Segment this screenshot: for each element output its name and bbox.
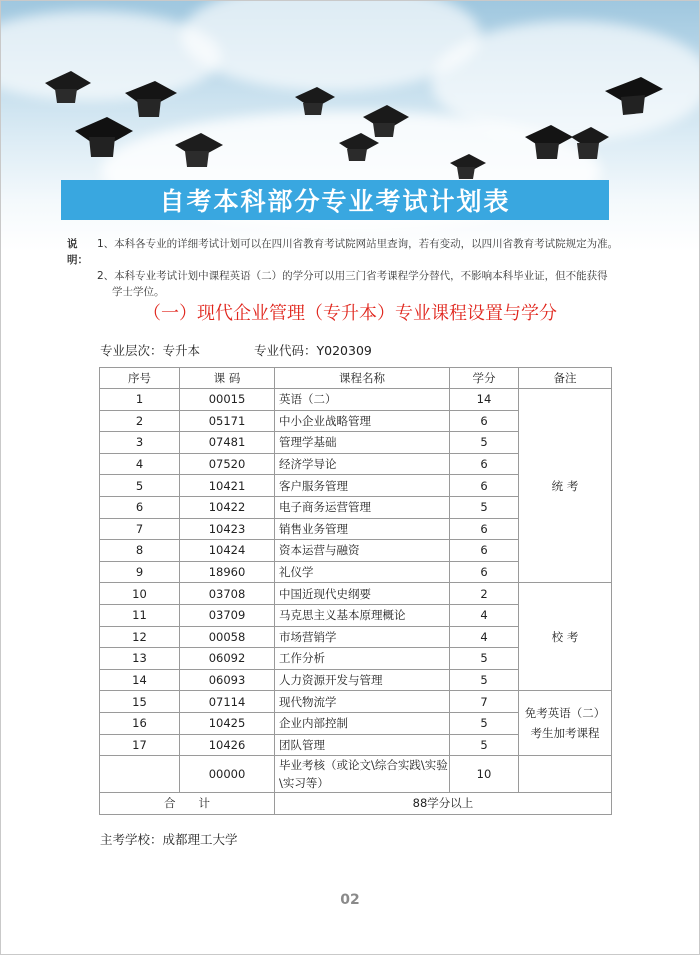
graduation-cap-icon — [41, 69, 93, 109]
row-name: 礼仪学 — [275, 561, 450, 583]
row-code: 07481 — [180, 432, 275, 454]
table-row — [100, 756, 612, 793]
row-no: 15 — [100, 691, 180, 713]
total-label: 合 计 — [100, 793, 275, 815]
row-credit: 5 — [450, 496, 519, 518]
notes-line-2: 2、本科专业考试计划中课程英语（二）的学分可以用三门省考课程学分替代，不影响本科毕业证，但不能获得 — [97, 270, 608, 282]
row-name-line-2: \实习等） — [279, 776, 329, 791]
row-credit: 7 — [450, 691, 519, 713]
notes — [67, 236, 667, 300]
row-name: 管理学基础 — [275, 432, 450, 454]
graduation-cap-icon — [71, 113, 137, 163]
row-name: 资本运营与融资 — [275, 540, 450, 562]
row-credit: 6 — [450, 453, 519, 475]
row-code: 00058 — [180, 626, 275, 648]
graduation-cap-icon — [335, 129, 383, 167]
row-no: 5 — [100, 475, 180, 497]
row-code: 10426 — [180, 734, 275, 756]
title-banner — [61, 180, 609, 220]
header-remark: 备注 — [519, 368, 612, 389]
row-no: 8 — [100, 540, 180, 562]
row-name: 中国近现代史纲要 — [275, 583, 450, 605]
row-name: 马克思主义基本原理概论 — [275, 604, 450, 626]
table-row — [100, 691, 612, 713]
remark-group-3-line-1: 免考英语（二） — [524, 706, 606, 721]
remark-group-2: 校 考 — [519, 583, 612, 691]
row-name: 英语（二） — [275, 389, 450, 411]
row-credit: 5 — [450, 669, 519, 691]
table-row — [100, 389, 612, 411]
row-name: 客户服务管理 — [275, 475, 450, 497]
row-name: 人力资源开发与管理 — [275, 669, 450, 691]
row-name: 团队管理 — [275, 734, 450, 756]
row-code: 00000 — [180, 756, 275, 793]
notes-label: 说明： — [67, 238, 88, 266]
row-name: 中小企业战略管理 — [275, 410, 450, 432]
row-credit: 10 — [450, 756, 519, 793]
notes-line-3: 学士学位。 — [112, 286, 165, 298]
remark-group-1: 统 考 — [519, 389, 612, 583]
row-no — [100, 756, 180, 793]
row-code: 06092 — [180, 648, 275, 670]
row-no: 16 — [100, 712, 180, 734]
row-credit: 6 — [450, 518, 519, 540]
major-code: 专业代码：Y020309 — [254, 343, 372, 358]
row-name: 企业内部控制 — [275, 712, 450, 734]
total-value: 88学分以上 — [275, 793, 612, 815]
total-row — [100, 793, 612, 815]
row-code: 10422 — [180, 496, 275, 518]
row-name-line-1: 毕业考核（或论文\综合实践\实验 — [279, 758, 448, 773]
graduation-cap-icon — [601, 73, 667, 119]
row-credit: 5 — [450, 734, 519, 756]
row-no: 9 — [100, 561, 180, 583]
table-row — [100, 583, 612, 605]
header-code: 课 码 — [180, 368, 275, 389]
row-code: 06093 — [180, 669, 275, 691]
graduation-cap-icon — [447, 151, 489, 183]
row-no: 1 — [100, 389, 180, 411]
row-code: 03708 — [180, 583, 275, 605]
row-no: 7 — [100, 518, 180, 540]
row-no: 10 — [100, 583, 180, 605]
row-name: 电子商务运营管理 — [275, 496, 450, 518]
notes-line-1: 1、本科各专业的详细考试计划可以在四川省教育考试院网站里查询，若有变动，以四川省教育考试院规定为准。 — [97, 238, 619, 250]
row-no: 17 — [100, 734, 180, 756]
graduation-cap-icon — [171, 129, 227, 173]
row-no: 3 — [100, 432, 180, 454]
host-school: 主考学校：成都理工大学 — [100, 832, 238, 847]
course-table — [99, 367, 612, 815]
row-no: 14 — [100, 669, 180, 691]
table-header-row — [100, 368, 612, 389]
row-code: 18960 — [180, 561, 275, 583]
row-credit: 6 — [450, 475, 519, 497]
row-credit: 6 — [450, 561, 519, 583]
row-code: 07114 — [180, 691, 275, 713]
row-credit: 6 — [450, 410, 519, 432]
header-no: 序号 — [100, 368, 180, 389]
row-no: 13 — [100, 648, 180, 670]
row-code: 10421 — [180, 475, 275, 497]
row-code: 10424 — [180, 540, 275, 562]
remark-group-3 — [519, 691, 612, 756]
row-name: 经济学导论 — [275, 453, 450, 475]
row-name — [275, 756, 450, 793]
row-no: 4 — [100, 453, 180, 475]
row-code: 07520 — [180, 453, 275, 475]
graduation-cap-icon — [567, 123, 613, 163]
row-no: 2 — [100, 410, 180, 432]
section-title: （一）现代企业管理（专升本）专业课程设置与学分 — [143, 303, 557, 324]
major-level: 专业层次：专升本 — [100, 343, 201, 358]
graduation-cap-icon — [291, 83, 339, 121]
row-code: 03709 — [180, 604, 275, 626]
row-credit: 6 — [450, 540, 519, 562]
row-name: 市场营销学 — [275, 626, 450, 648]
row-credit: 5 — [450, 432, 519, 454]
page-title: 自考本科部分专业考试计划表 — [159, 187, 511, 216]
row-name: 工作分析 — [275, 648, 450, 670]
remark-group-3-line-2: 考生加考课程 — [530, 726, 600, 741]
row-code: 05171 — [180, 410, 275, 432]
row-credit: 4 — [450, 626, 519, 648]
row-credit: 5 — [450, 648, 519, 670]
page-number: 02 — [340, 892, 360, 908]
row-no: 11 — [100, 604, 180, 626]
row-name: 销售业务管理 — [275, 518, 450, 540]
row-code: 10425 — [180, 712, 275, 734]
remark-empty — [519, 756, 612, 793]
row-credit: 2 — [450, 583, 519, 605]
row-no: 12 — [100, 626, 180, 648]
row-name: 现代物流学 — [275, 691, 450, 713]
row-no: 6 — [100, 496, 180, 518]
row-code: 00015 — [180, 389, 275, 411]
header-name: 课程名称 — [275, 368, 450, 389]
row-credit: 4 — [450, 604, 519, 626]
major-meta — [100, 341, 422, 359]
header-credit: 学分 — [450, 368, 519, 389]
row-credit: 5 — [450, 712, 519, 734]
row-code: 10423 — [180, 518, 275, 540]
row-credit: 14 — [450, 389, 519, 411]
